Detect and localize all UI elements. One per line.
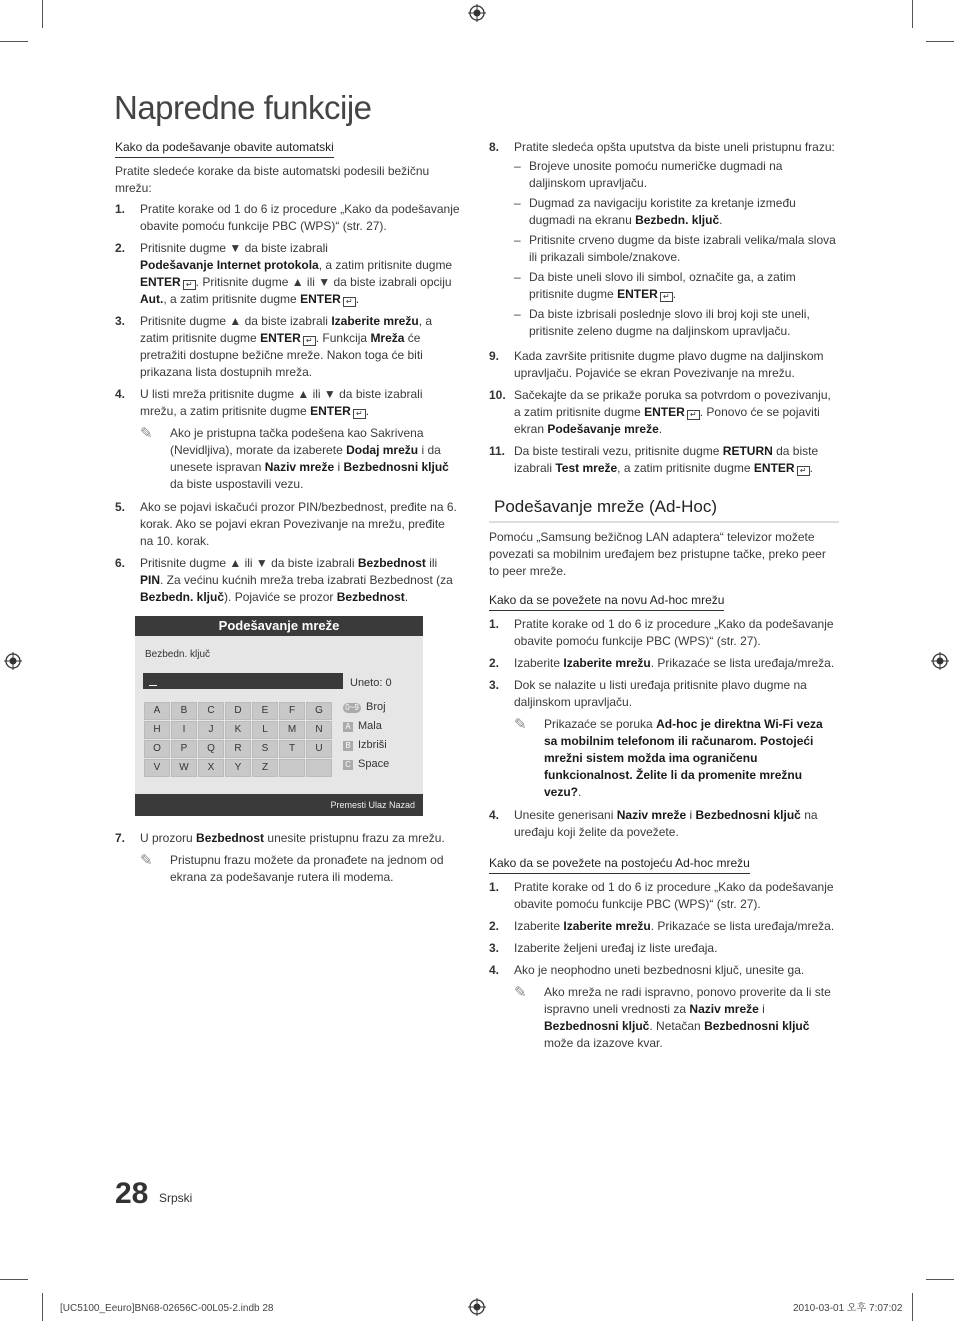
key[interactable]: A: [144, 702, 170, 720]
list-item: 7. U prozoru Bezbednost unesite pristupnu frazu za mrežu.: [115, 831, 445, 845]
key[interactable]: E: [252, 702, 278, 720]
option-delete[interactable]: B Izbriši: [343, 736, 389, 755]
list-item: 4. Unesite generisani Naziv mreže i Bezbednosni ključ na uređaju koji želite da povežete.: [489, 808, 818, 839]
pencil-note-icon: ✎: [140, 425, 153, 442]
page-title: Napredne funkcije: [114, 89, 372, 126]
crop-mark: [42, 0, 43, 28]
key[interactable]: X: [198, 759, 224, 777]
pencil-note-icon: ✎: [514, 984, 527, 1001]
registration-mark-icon: [468, 4, 486, 22]
key[interactable]: B: [171, 702, 197, 720]
crop-mark: [912, 0, 913, 28]
crop-mark: [926, 1279, 954, 1280]
enter-icon: ↵: [687, 410, 700, 420]
number-key-icon: 0~9: [343, 703, 361, 713]
page-language: Srpski: [159, 1191, 193, 1205]
crop-mark: [912, 1293, 913, 1321]
list-item: 6. Pritisnite dugme ▲ ili ▼ da biste izabrali Bezbednost ili PIN. Za većinu kućnih mreža treba izabrati Bezbednost (za Bezbedn. ključ). Pojaviće se prozor Bezbednost.: [115, 556, 453, 604]
list-item: 3. Izaberite željeni uređaj iz liste uređaja.: [489, 941, 718, 955]
key[interactable]: H: [144, 721, 170, 739]
key[interactable]: U: [306, 740, 332, 758]
key[interactable]: R: [225, 740, 251, 758]
right-column: [489, 139, 839, 1058]
pencil-note-icon: ✎: [514, 716, 527, 733]
crop-mark: [926, 41, 954, 42]
section-heading: Podešavanje mreže (Ad-Hoc): [489, 491, 839, 523]
list-item: 3. Dok se nalazite u listi uređaja pritisnite plavo dugme na daljinskom upravljaču.: [489, 678, 807, 709]
option-space[interactable]: C Space: [343, 755, 389, 774]
yellow-button-icon: C: [343, 760, 353, 770]
note: ✎ Ako mreža ne radi ispravno, ponovo proverite da li ste ispravno uneli vrednosti za Naziv mreže i Bezbednosni ključ. Netačan Bezbednosni ključ može da izazove kvar.: [514, 984, 831, 1050]
list-item: 4. Ako je neophodno uneti bezbednosni ključ, unesite ga.: [489, 963, 805, 977]
option-number[interactable]: 0~9 Broj: [343, 698, 389, 717]
registration-mark-icon: [468, 1298, 486, 1316]
print-info-left: [UC5100_Eeuro]BN68-02656C-00L05-2.indb 28: [60, 1303, 274, 1314]
keyboard-options: [343, 698, 389, 774]
crop-mark: [0, 1279, 28, 1280]
list-item: 5. Ako se pojavi iskačući prozor PIN/bezbednost, pređite na 6. korak. Ako se pojavi ekran Povezivanje na mrežu, pređite na 10. korak.: [115, 500, 457, 548]
key[interactable]: D: [225, 702, 251, 720]
option-lowercase[interactable]: A Mala: [343, 717, 389, 736]
registration-mark-icon: [931, 652, 949, 670]
enter-icon: ↵: [183, 280, 196, 290]
screen-title: Podešavanje mreže: [135, 616, 423, 636]
crop-mark: [42, 1293, 43, 1321]
green-button-icon: B: [343, 741, 353, 751]
key[interactable]: G: [306, 702, 332, 720]
intro-text: Pomoću „Samsung bežičnog LAN adaptera“ televizor možete povezati sa mobilnim uređajem bez pristupne tačke, preko peer to peer mreže.: [489, 530, 826, 578]
key[interactable]: [306, 759, 332, 777]
bullet-item: – Dugmad za navigaciju koristite za kretanje između dugmadi na ekranu Bezbedn. ključ.: [514, 196, 796, 227]
left-column: [115, 139, 460, 892]
list-item: 3. Pritisnite dugme ▲ da biste izabrali Izaberite mrežu, a zatim pritisnite dugme ENTER ↵ . Funkcija Mreža će pretražiti dostupne bežične mreže. Nakon toga će biti prikazana lista dostupnih mreža.: [115, 314, 433, 379]
red-button-icon: A: [343, 722, 353, 732]
bullet-item: – Da biste uneli slovo ili simbol, označite ga, a zatim pritisnite dugme ENTER ↵ .: [514, 270, 796, 301]
key[interactable]: [279, 759, 305, 777]
key[interactable]: J: [198, 721, 224, 739]
list-item: 1. Pratite korake od 1 do 6 iz procedure „Kako da podešavanje obavite pomoću funkcije PBC (WPS)“ (str. 27).: [489, 880, 834, 911]
list-item: 2. Izaberite Izaberite mrežu. Prikazaće se lista uređaja/mreža.: [489, 919, 835, 933]
list-item: 10. Sačekajte da se prikaže poruka sa potvrdom o povezivanju, a zatim pritisnite dugme ENTER ↵ . Ponovo će se pojaviti ekran Podešavanje mreže.: [489, 388, 831, 436]
key[interactable]: L: [252, 721, 278, 739]
section-subtitle: Kako da podešavanje obavite automatski: [115, 139, 334, 158]
enter-icon: ↵: [343, 297, 356, 307]
entered-count: Uneto: 0: [350, 677, 392, 689]
list-item: 1. Pratite korake od 1 do 6 iz procedure „Kako da podešavanje obavite pomoću funkcije PBC (WPS)“ (str. 27).: [115, 202, 460, 233]
enter-icon: ↵: [797, 466, 810, 476]
enter-icon: ↵: [353, 409, 366, 419]
enter-icon: ↵: [303, 336, 316, 346]
key[interactable]: Q: [198, 740, 224, 758]
screen-footer: Premesti Ulaz Nazad: [135, 794, 423, 816]
list-item: 2. Pritisnite dugme ▼ da biste izabrali Podešavanje Internet protokola, a zatim pritisnite dugme ENTER ↵ . Pritisnite dugme ▲ ili ▼ da biste izabrali opciju Aut., a zatim pritisnite dugme ENTER ↵ .: [115, 241, 453, 306]
note: ✎ Pristupnu frazu možete da pronađete na jednom od ekrana za podešavanje rutera ili modema.: [140, 852, 444, 884]
list-item: 2. Izaberite Izaberite mrežu. Prikazaće se lista uređaja/mreža.: [489, 656, 835, 670]
key[interactable]: M: [279, 721, 305, 739]
print-info-right: 2010-03-01 오후 7:07:02: [793, 1303, 903, 1314]
list-item: 4. U listi mreža pritisnite dugme ▲ ili ▼ da biste izabrali mrežu, a zatim pritisnite dugme ENTER ↵ .: [115, 387, 423, 418]
list-item: 1. Pratite korake od 1 do 6 iz procedure „Kako da podešavanje obavite pomoću funkcije PBC (WPS)“ (str. 27).: [489, 617, 834, 648]
network-settings-screen: [135, 616, 423, 816]
key[interactable]: W: [171, 759, 197, 777]
section-subtitle: Kako da se povežete na postojeću Ad-hoc mrežu: [489, 855, 750, 874]
key[interactable]: C: [198, 702, 224, 720]
bullet-item: – Brojeve unosite pomoću numeričke dugmadi na daljinskom upravljaču.: [514, 159, 783, 190]
on-screen-keyboard: [144, 702, 332, 777]
note: ✎ Prikazaće se poruka Ad-hoc je direktna Wi-Fi veza sa mobilnim telefonom ili računarom. Postojeći mrežni sistem možda ima ograničenu funkcionalnost. Želite li da promenite mrežnu vezu?.: [514, 716, 823, 799]
page-number: 28: [115, 1177, 149, 1210]
bullet-item: – Da biste izbrisali poslednje slovo ili broj koji ste uneli, pritisnite zeleno dugme na daljinskom upravljaču.: [514, 307, 810, 338]
list-item: 9. Kada završite pritisnite dugme plavo dugme na daljinskom upravljaču. Pojaviće se ekran Povezivanje na mrežu.: [489, 349, 824, 380]
key[interactable]: Z: [252, 759, 278, 777]
key[interactable]: T: [279, 740, 305, 758]
key[interactable]: S: [252, 740, 278, 758]
crop-mark: [0, 41, 28, 42]
security-key-label: Bezbedn. ključ: [145, 649, 211, 660]
key[interactable]: I: [171, 721, 197, 739]
bullet-item: – Pritisnite crveno dugme da biste izabrali velika/mala slova ili prikazali simbole/znakove.: [514, 233, 836, 264]
key[interactable]: P: [171, 740, 197, 758]
note: ✎ Ako je pristupna tačka podešena kao Sakrivena (Nevidljiva), morate da izaberete Dodaj mrežu i da unesete ispravan Naziv mreže i Bezbednosni ključ da biste uspostavili vezu.: [140, 425, 449, 491]
security-key-input[interactable]: [143, 673, 343, 689]
list-item: 11. Da biste testirali vezu, pritisnite dugme RETURN da biste izabrali Test mreže, a zatim pritisnite dugme ENTER ↵ .: [489, 444, 819, 475]
key[interactable]: N: [306, 721, 332, 739]
key[interactable]: K: [225, 721, 251, 739]
intro-text: Pratite sledeće korake da biste automatski podesili bežičnu mrežu:: [115, 164, 430, 195]
pencil-note-icon: ✎: [140, 852, 153, 869]
registration-mark-icon: [4, 652, 22, 670]
section-subtitle: Kako da se povežete na novu Ad-hoc mrežu: [489, 592, 724, 611]
key[interactable]: Y: [225, 759, 251, 777]
key[interactable]: O: [144, 740, 170, 758]
list-item: 8. Pratite sledeća opšta uputstva da biste uneli pristupnu frazu: – Brojeve unosite pomoću numeričke dugmadi na daljinskom upravljaču. – Dugmad za navigaciju koristite za kretanje između dugmadi na ekranu Bezbedn. ključ. – Pritisnite crveno dugme da biste izabrali velika/mala slova ili prikazali simbole/znakove. – Da biste uneli slovo ili simbol, označite ga, a zatim pritisnite dugme ENTER ↵ . – Da biste izbrisali poslednje slovo ili broj koji ste uneli, pritisnite zeleno dugme na daljinskom upravljaču.: [489, 139, 839, 343]
key[interactable]: V: [144, 759, 170, 777]
key[interactable]: F: [279, 702, 305, 720]
enter-icon: ↵: [660, 292, 673, 302]
